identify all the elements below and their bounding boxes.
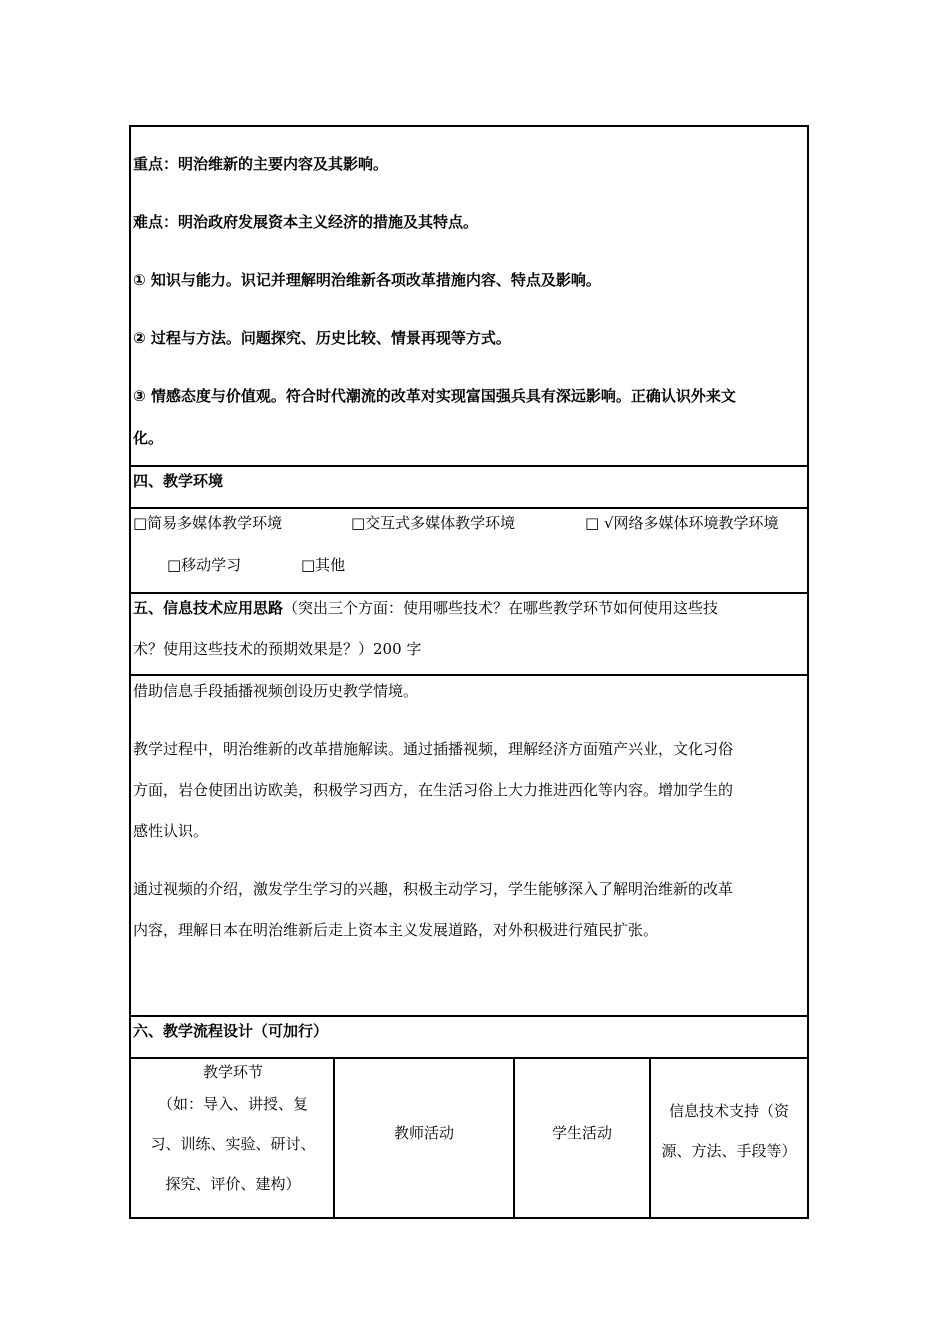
row-divider (131, 507, 807, 509)
env-option-simple[interactable]: □简易多媒体教学环境 (133, 514, 283, 532)
lesson-plan-table (129, 125, 809, 1219)
tech-para-3-line1: 通过视频的介绍，激发学生学习的兴趣，积极主动学习，学生能够深入了解明治维新的改革 (133, 880, 734, 898)
row-divider (131, 1057, 807, 1059)
col-it-support-l2: 源、方法、手段等） (661, 1142, 797, 1160)
section6-title: 六、教学流程设计（可加行） (133, 1022, 329, 1040)
key-point: 重点：明治维新的主要内容及其影响。 (133, 155, 389, 173)
col-student-activity: 学生活动 (551, 1124, 612, 1142)
row-divider (131, 592, 807, 594)
tech-para-3-line2: 内容，理解日本在明治维新后走上资本主义发展道路，对外积极进行殖民扩张。 (133, 921, 659, 939)
section5-hint-line1: （突出三个方面：使用哪些技术？在哪些教学环节如何使用这些技 (283, 599, 719, 617)
goal-process: ② 过程与方法。问题探究、历史比较、情景再现等方式。 (133, 329, 511, 347)
row-divider (131, 1015, 807, 1017)
tech-para-2-line2: 方面，岩仓使团出访欧美，积极学习西方，在生活习俗上大力推进西化等内容。增加学生的 (133, 781, 734, 799)
section5-header-line1 (133, 598, 718, 618)
goal-emotion-line1: ③ 情感态度与价值观。符合时代潮流的改革对实现富国强兵具有深远影响。正确认识外来文 (133, 387, 736, 405)
section5-hint-line2: 术？使用这些技术的预期效果是？）200 字 (133, 640, 422, 658)
env-option-interactive[interactable]: □交互式多媒体教学环境 (351, 514, 516, 532)
goal-emotion-line2: 化。 (133, 429, 164, 447)
col-it-support-l1: 信息技术支持（资 (668, 1102, 789, 1120)
env-option-other[interactable]: □其他 (301, 556, 346, 574)
col-teaching-stage-l3: 习、训练、实验、研讨、 (150, 1135, 316, 1153)
col-teaching-stage-l1: 教学环节 (202, 1063, 263, 1081)
col-teaching-stage-l4: 探究、评价、建构） (165, 1175, 301, 1193)
env-option-network[interactable]: □ √网络多媒体环境教学环境 (585, 514, 779, 532)
tech-para-2-line3: 感性认识。 (133, 822, 209, 840)
col-it-support (651, 1101, 807, 1161)
tech-para-1: 借助信息手段插播视频创设历史教学情境。 (133, 682, 419, 700)
row-divider (131, 674, 807, 676)
tech-para-2-line1: 教学过程中，明治维新的改革措施解读。通过插播视频，理解经济方面殖产兴业，文化习俗 (133, 740, 734, 758)
env-option-mobile[interactable]: □移动学习 (167, 556, 242, 574)
col-teacher-activity: 教师活动 (393, 1124, 454, 1142)
col-teaching-stage-l2: （如：导入、讲授、复 (157, 1095, 308, 1113)
col-teaching-stage (133, 1061, 333, 1197)
row-divider (131, 465, 807, 467)
section4-title: 四、教学环境 (133, 472, 224, 490)
difficult-point: 难点：明治政府发展资本主义经济的措施及其特点。 (133, 213, 479, 231)
goal-knowledge: ① 知识与能力。识记并理解明治维新各项改革措施内容、特点及影响。 (133, 271, 601, 289)
section5-title: 五、信息技术应用思路 (133, 599, 284, 617)
